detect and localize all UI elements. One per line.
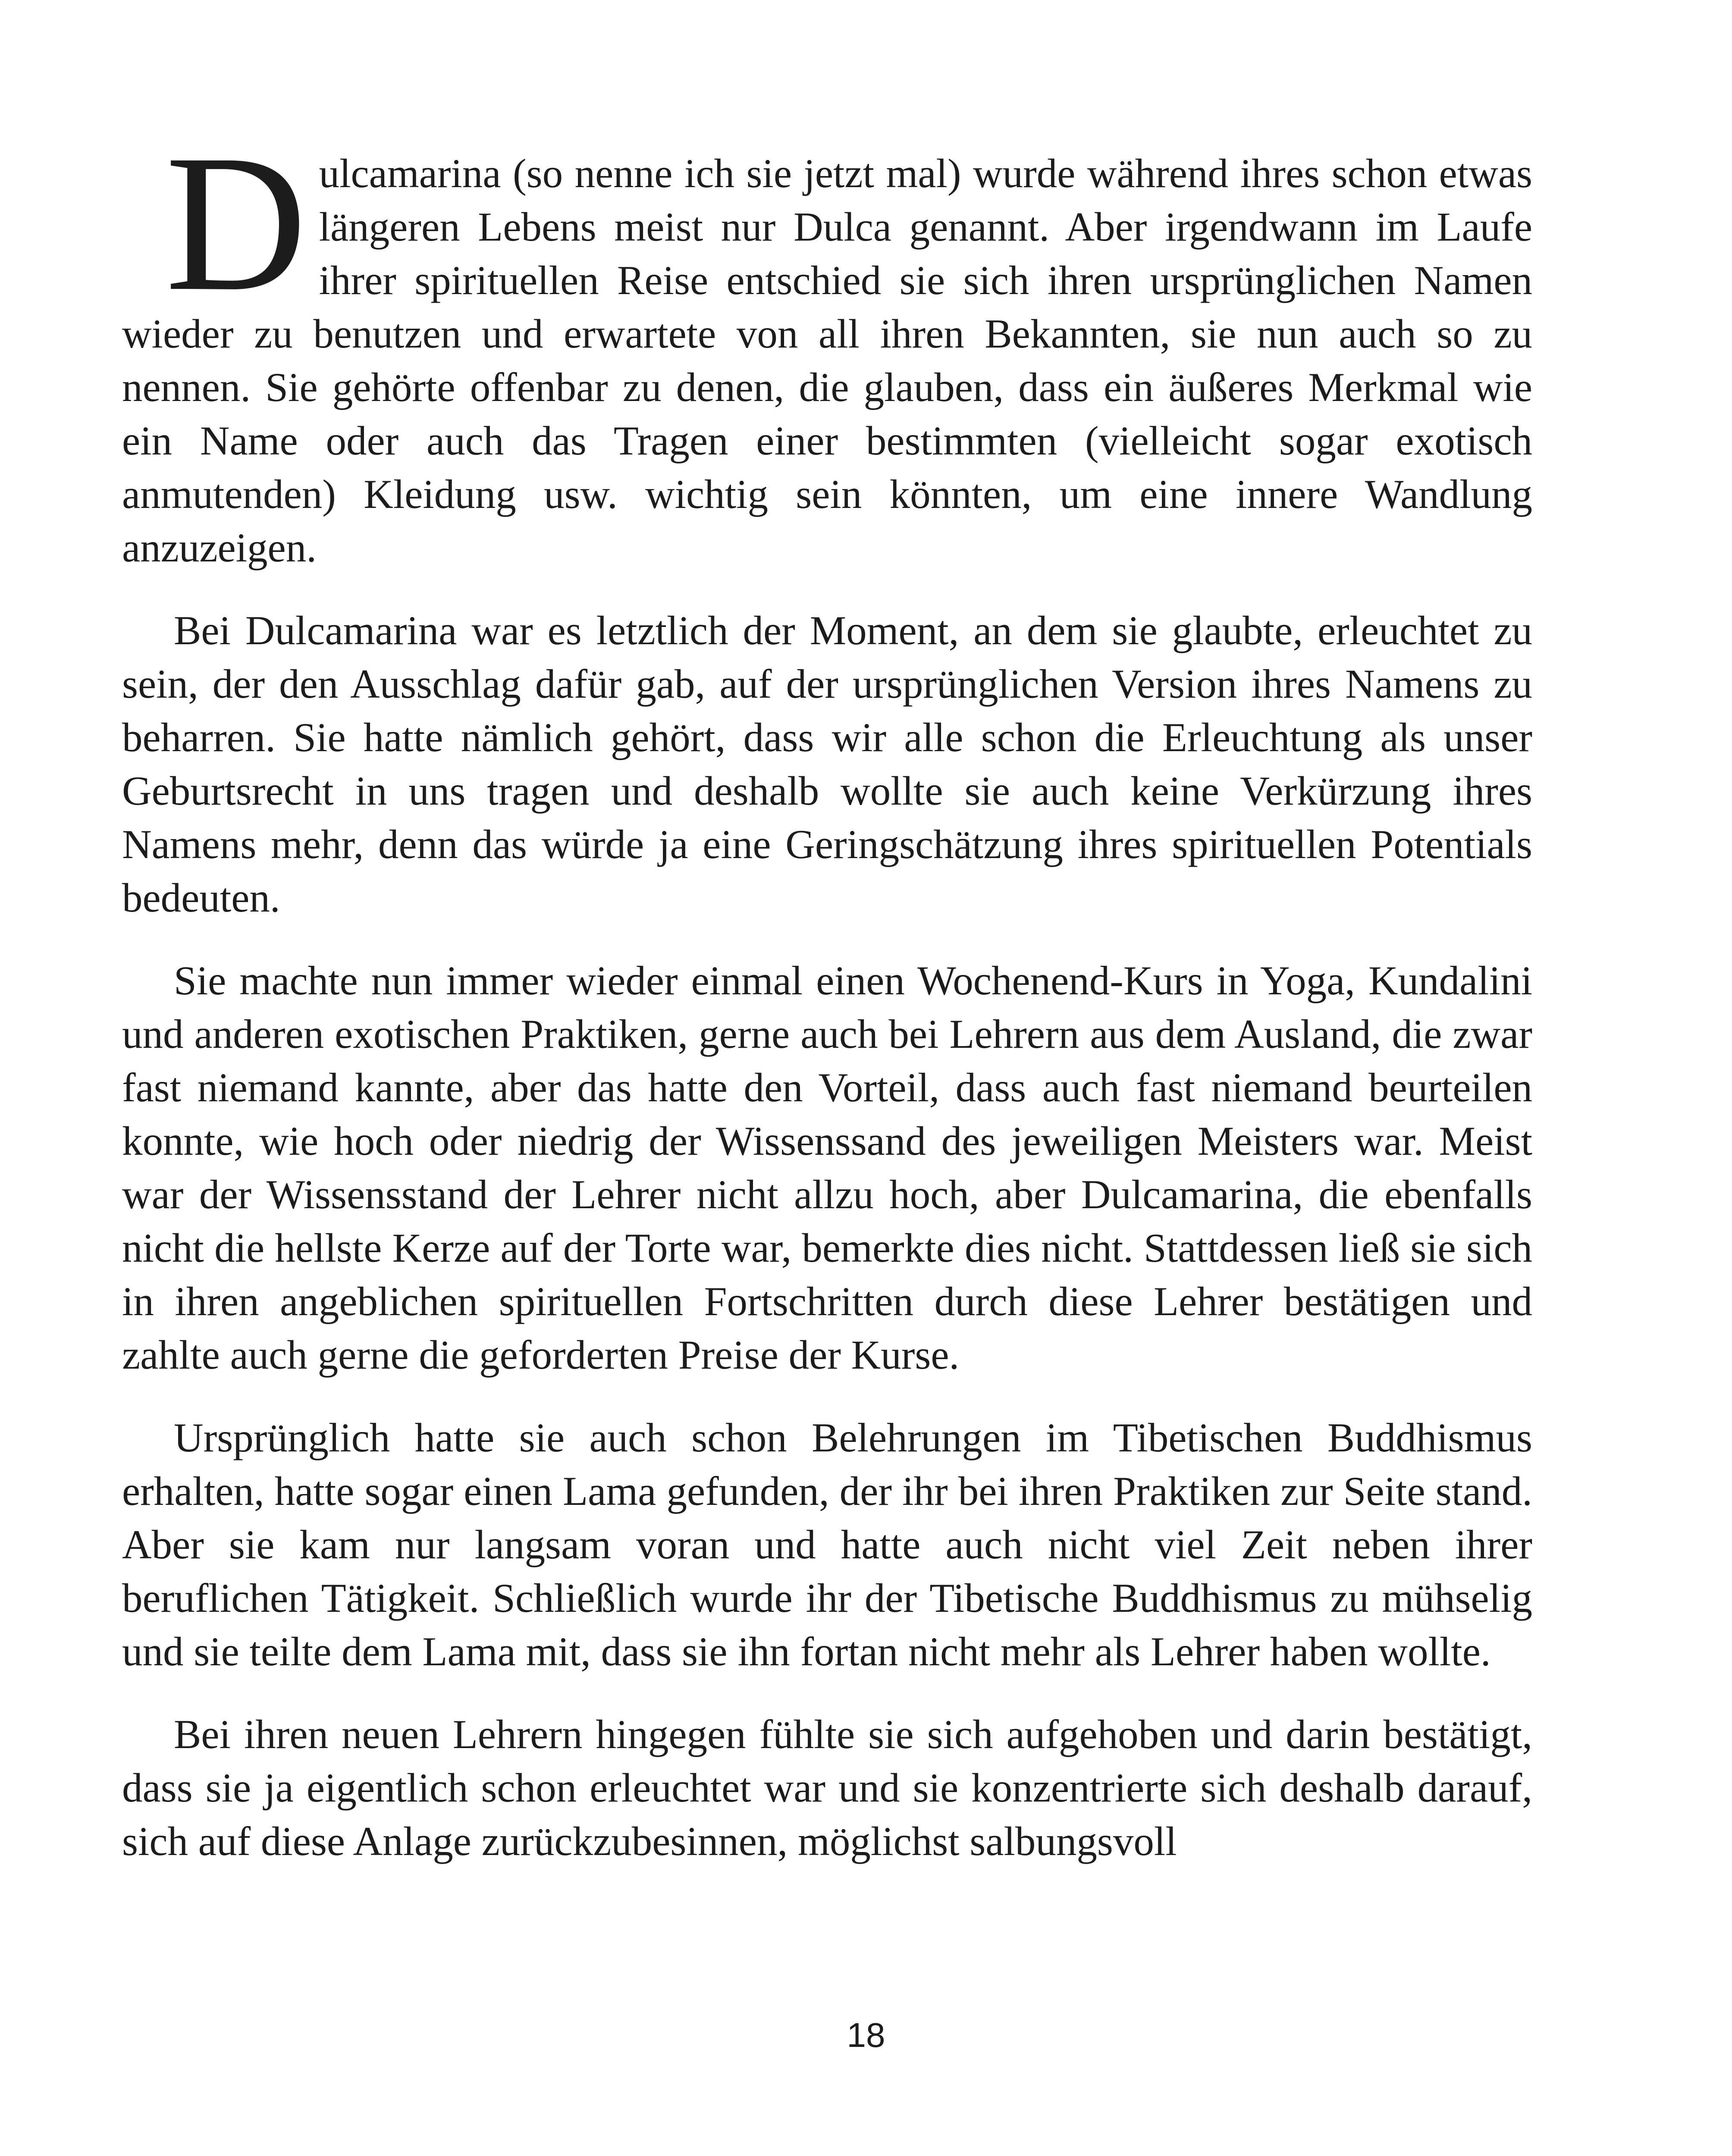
page-number: 18 (847, 2016, 885, 2054)
paragraph-3: Sie machte nun immer wieder einmal einen Wochenend-Kurs in Yoga, Kundalini und anderen exotischen Praktiken, gerne auch bei Lehrern aus dem Ausland, die zwar fast niemand kannte, aber das hatte den Vorteil, dass auch fast niemand beurteilen konnte, wie hoch oder niedrig der Wissenssand des jeweiligen Meisters war. Meist war der Wissensstand der Lehrer nicht allzu hoch, aber Dulcamarina, die ebenfalls nicht die hellste Kerze auf der Torte war, bemerkte dies nicht. Stattdessen ließ sie sich in ihren angeblichen spirituellen Fortschritten durch diese Lehrer bestätigen und zahlte auch gerne die geforderten Preise der Kurse. (122, 958, 1532, 1378)
drop-cap: D (165, 115, 307, 332)
paragraph-4: Ursprünglich hatte sie auch schon Belehrungen im Tibetischen Buddhismus erhalten, hatte sogar einen Lama gefunden, der ihr bei ihren Praktiken zur Seite stand. Aber sie kam nur langsam voran und hatte auch nicht viel Zeit neben ihrer beruflichen Tätigkeit. Schließlich wurde ihr der Tibetische Buddhismus zu mühselig und sie teilte dem Lama mit, dass sie ihn fortan nicht mehr als Lehrer haben wollte. (122, 1415, 1532, 1674)
paragraph-5: Bei ihren neuen Lehrern hingegen fühlte sie sich aufgehoben und darin bestätigt, dass sie ja eigentlich schon erleuchtet war und sie konzentrierte sich deshalb darauf, sich auf diese Anlage zurückzubesinnen, möglichst salbungsvoll (122, 1711, 1532, 1864)
body-text (122, 115, 1532, 1868)
paragraph-1 (122, 115, 1532, 574)
paragraph-2: Bei Dulcamarina war es letztlich der Moment, an dem sie glaubte, erleuchtet zu sein, der den Ausschlag dafür gab, auf der ursprünglichen Version ihres Namens zu beharren. Sie hatte nämlich gehört, dass wir alle schon die Erleuchtung als unser Geburtsrecht in uns tragen und deshalb wollte sie auch keine Verkürzung ihres Namens mehr, denn das würde ja eine Geringschätzung ihres spirituellen Potentials bedeuten. (122, 608, 1532, 921)
paragraph-1-text: ulcamarina (so nenne ich sie jetzt mal) wurde während ihres schon etwas längeren Lebens meist nur Dulca genannt. Aber irgendwann im Laufe ihrer spirituellen Reise entschied sie sich ihren ursprünglichen Namen wieder zu benutzen und erwartete von all ihren Bekannten, sie nun auch so zu nennen. Sie gehörte offenbar zu denen, die glauben, dass ein äußeres Merkmal wie ein Name oder auch das Tragen einer bestimmten (vielleicht sogar exotisch anmutenden) Kleidung usw. wichtig sein könnten, um eine innere Wandlung anzuzeigen. (122, 150, 1532, 570)
